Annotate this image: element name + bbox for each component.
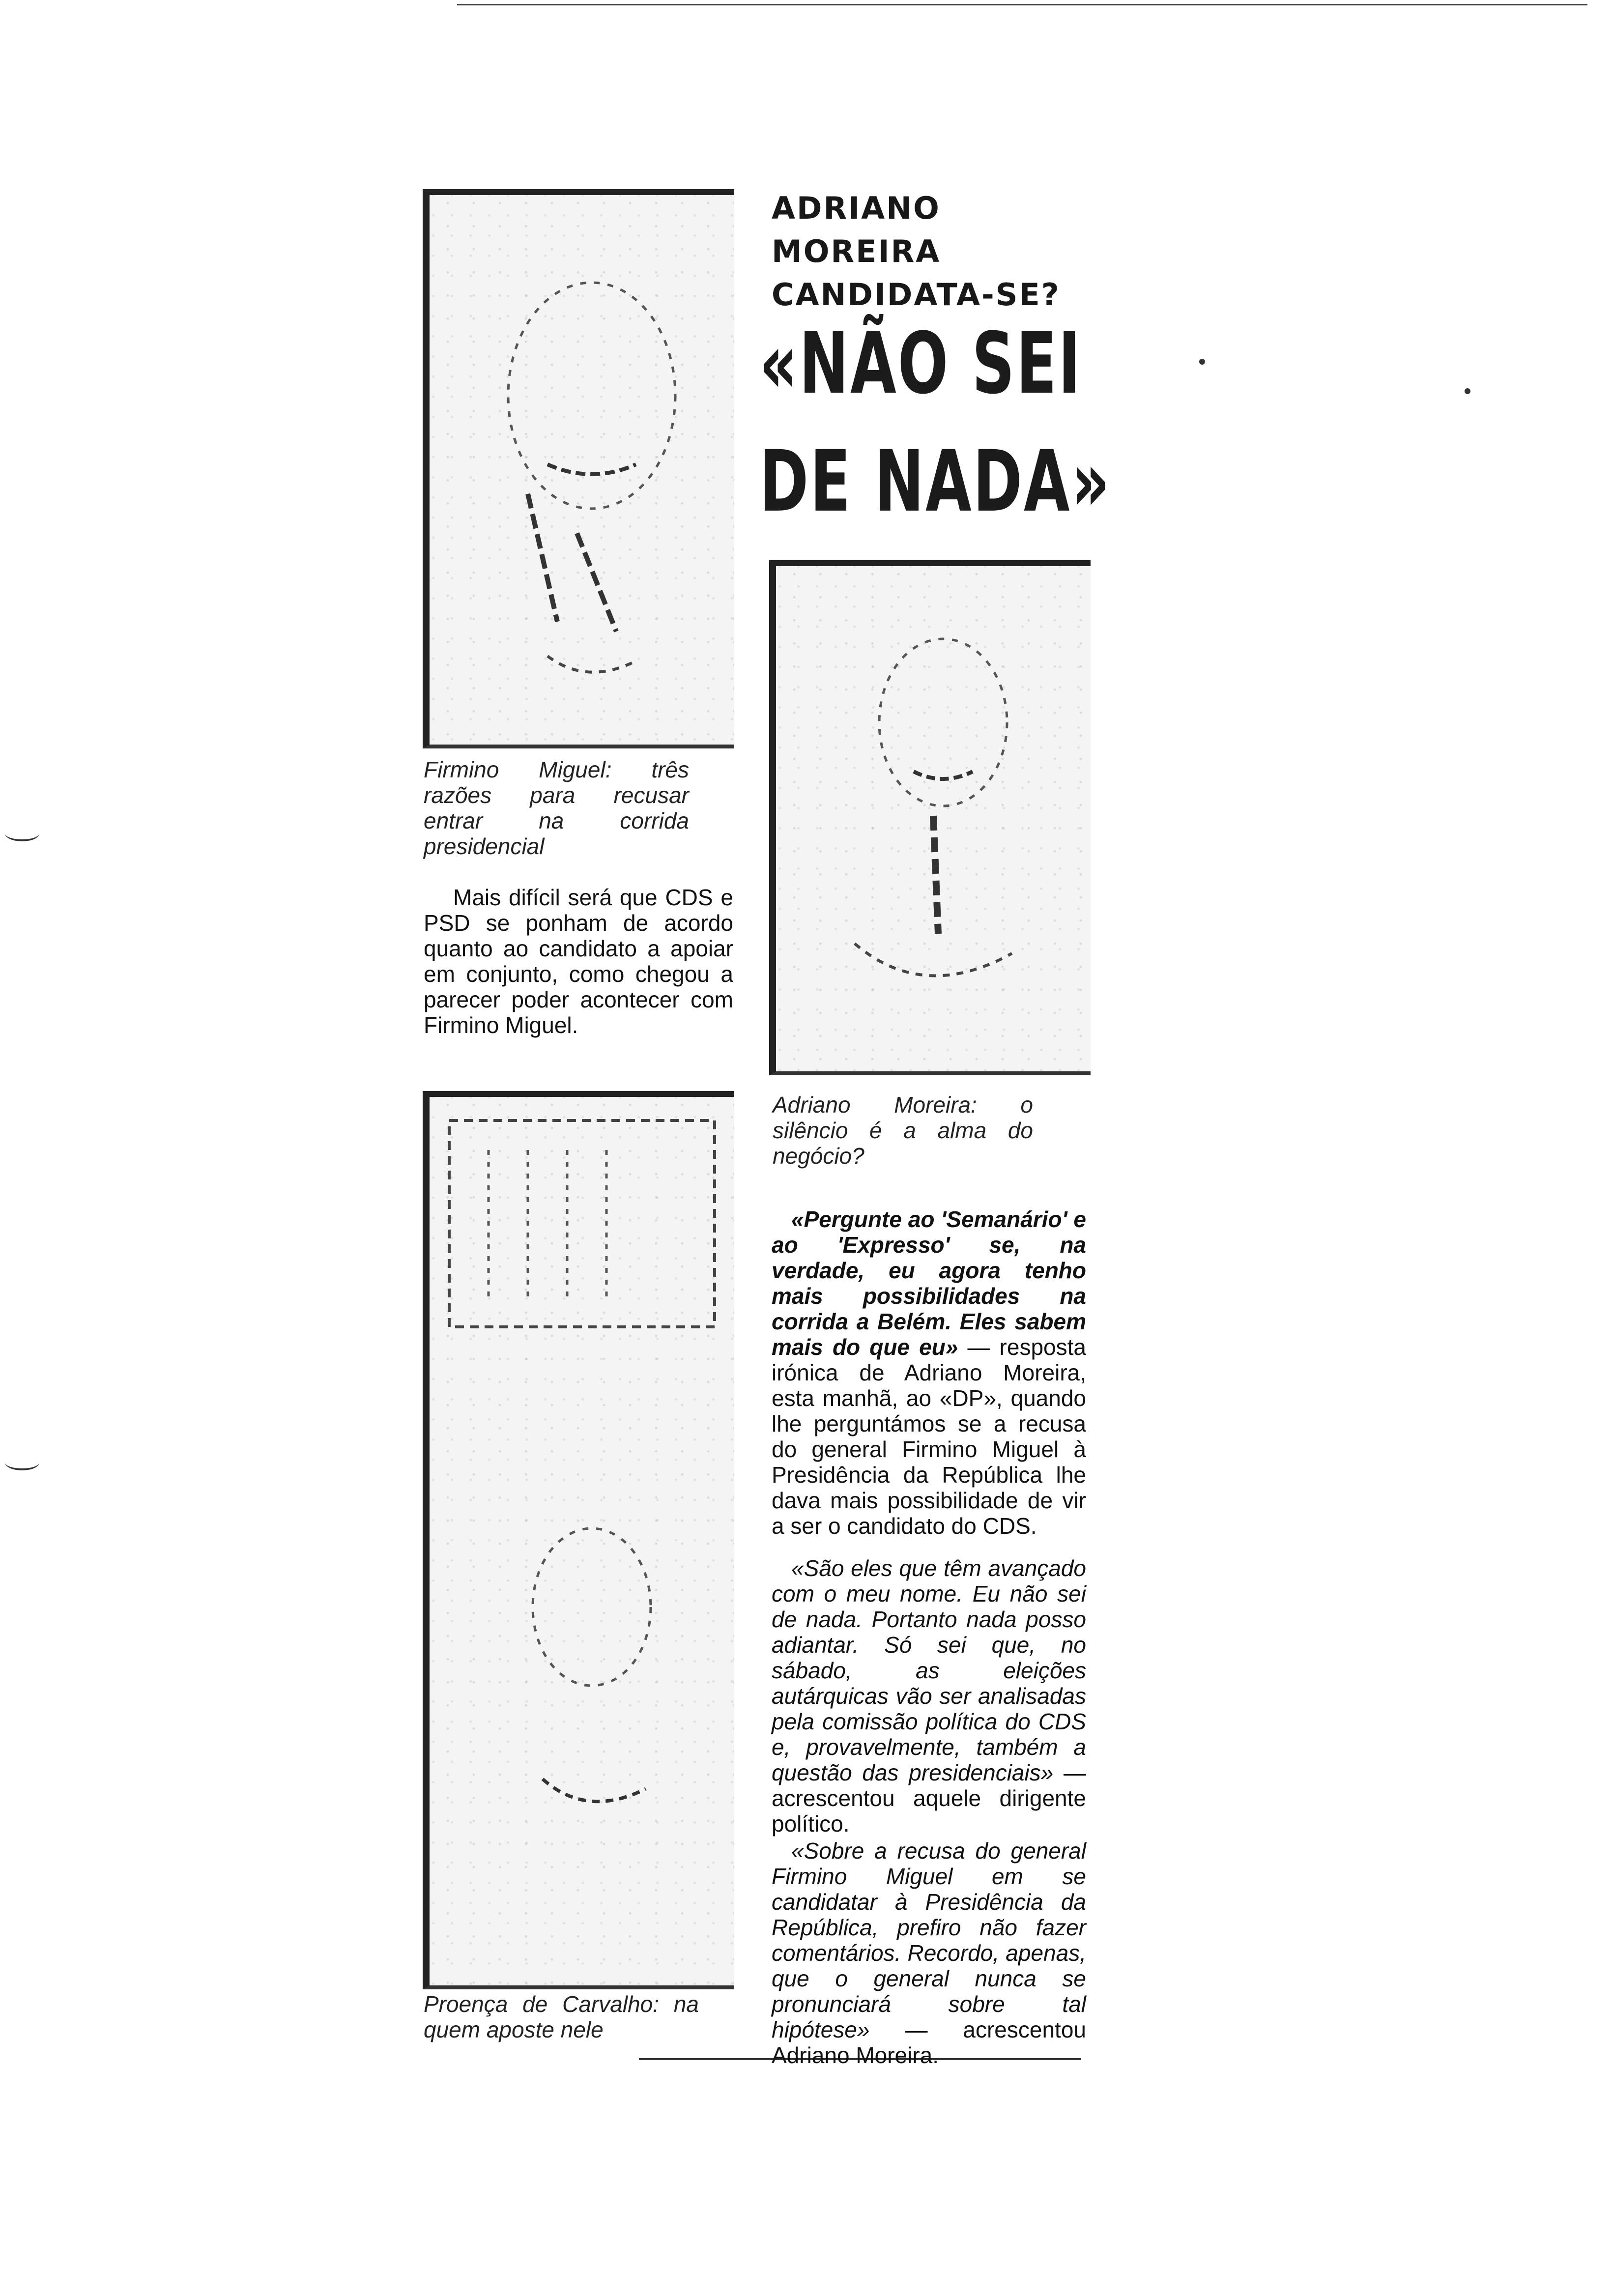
- right-paragraph-3: [772, 1838, 1086, 2068]
- portrait-sketch: [776, 560, 1091, 1071]
- left-column-paragraph: Mais difícil será que CDS e PSD se ponham de acordo quanto ao candidato a apoiar em conjunto, como chegou a parecer poder acontecer com Firmino Miguel.: [424, 885, 733, 1038]
- headline-line-1: «NÃO SEI: [759, 314, 1082, 413]
- binder-hole-mark: [5, 1455, 39, 1470]
- caption-proenca-de-carvalho: Proença de Carvalho: na quem aposte nele: [424, 1991, 699, 2042]
- article-headline: [759, 305, 1111, 541]
- headline-line-2: DE NADA»: [759, 432, 1111, 531]
- binder-hole-mark: [5, 826, 39, 841]
- photo-adriano-moreira: [769, 560, 1091, 1075]
- paragraph-1-rest: — resposta irónica de Adriano Moreira, esta manhã, ao «DP», quando lhe perguntámos se a recusa do general Firmino Miguel à Presidência da República lhe dava mais possibilidade de vir a ser o candidato do CDS.: [772, 1334, 1086, 1539]
- paragraph-1-quote: «Pergunte ao 'Semanário' e ao 'Expresso' se, na verdade, eu agora tenho mais possibilidades na corrida a Belém. Eles sabem mais do que eu»: [772, 1206, 1086, 1360]
- caption-adriano-moreira: Adriano Moreira: o silêncio é a alma do negócio?: [773, 1092, 1033, 1169]
- top-edge-rule: [457, 4, 1587, 5]
- scan-dot: [1199, 359, 1205, 365]
- paragraph-2-rest: — acrescentou aquele dirigente político.: [772, 1760, 1087, 1837]
- photo-proenca-de-carvalho: [423, 1091, 734, 1989]
- paragraph-2-quote: «São eles que têm avançado com o meu nome. Eu não sei de nada. Portanto nada posso adiantar. Só sei que, no sábado, as eleições autárquicas vão ser analisadas pela comissão política do CDS e, provavelmente, também a questão das presidenciais»: [772, 1555, 1086, 1785]
- portrait-sketch: [430, 189, 734, 745]
- paragraph-3-rest: — acrescentou Adriano Moreira.: [772, 2017, 1086, 2068]
- right-paragraph-1: [772, 1206, 1086, 1539]
- portrait-sketch: [430, 1091, 734, 1985]
- scan-dot: [1465, 388, 1470, 394]
- paragraph-3-quote: «Sobre a recusa do general Firmino Miguel em se candidatar à Presidência da República, prefiro não fazer comentários. Recordo, apenas, que o general nunca se pronunciará sobre tal hipótese»: [772, 1838, 1086, 2042]
- article-kicker: [772, 187, 1086, 316]
- photo-firmino-miguel: [423, 189, 734, 748]
- caption-firmino-miguel: Firmino Miguel: três razões para recusar entrar na corrida presidencial: [424, 757, 689, 859]
- kicker-line-2: CANDIDATA-SE?: [772, 277, 1061, 313]
- right-paragraph-2: [772, 1555, 1086, 1837]
- kicker-line-1: ADRIANO MOREIRA: [772, 190, 941, 269]
